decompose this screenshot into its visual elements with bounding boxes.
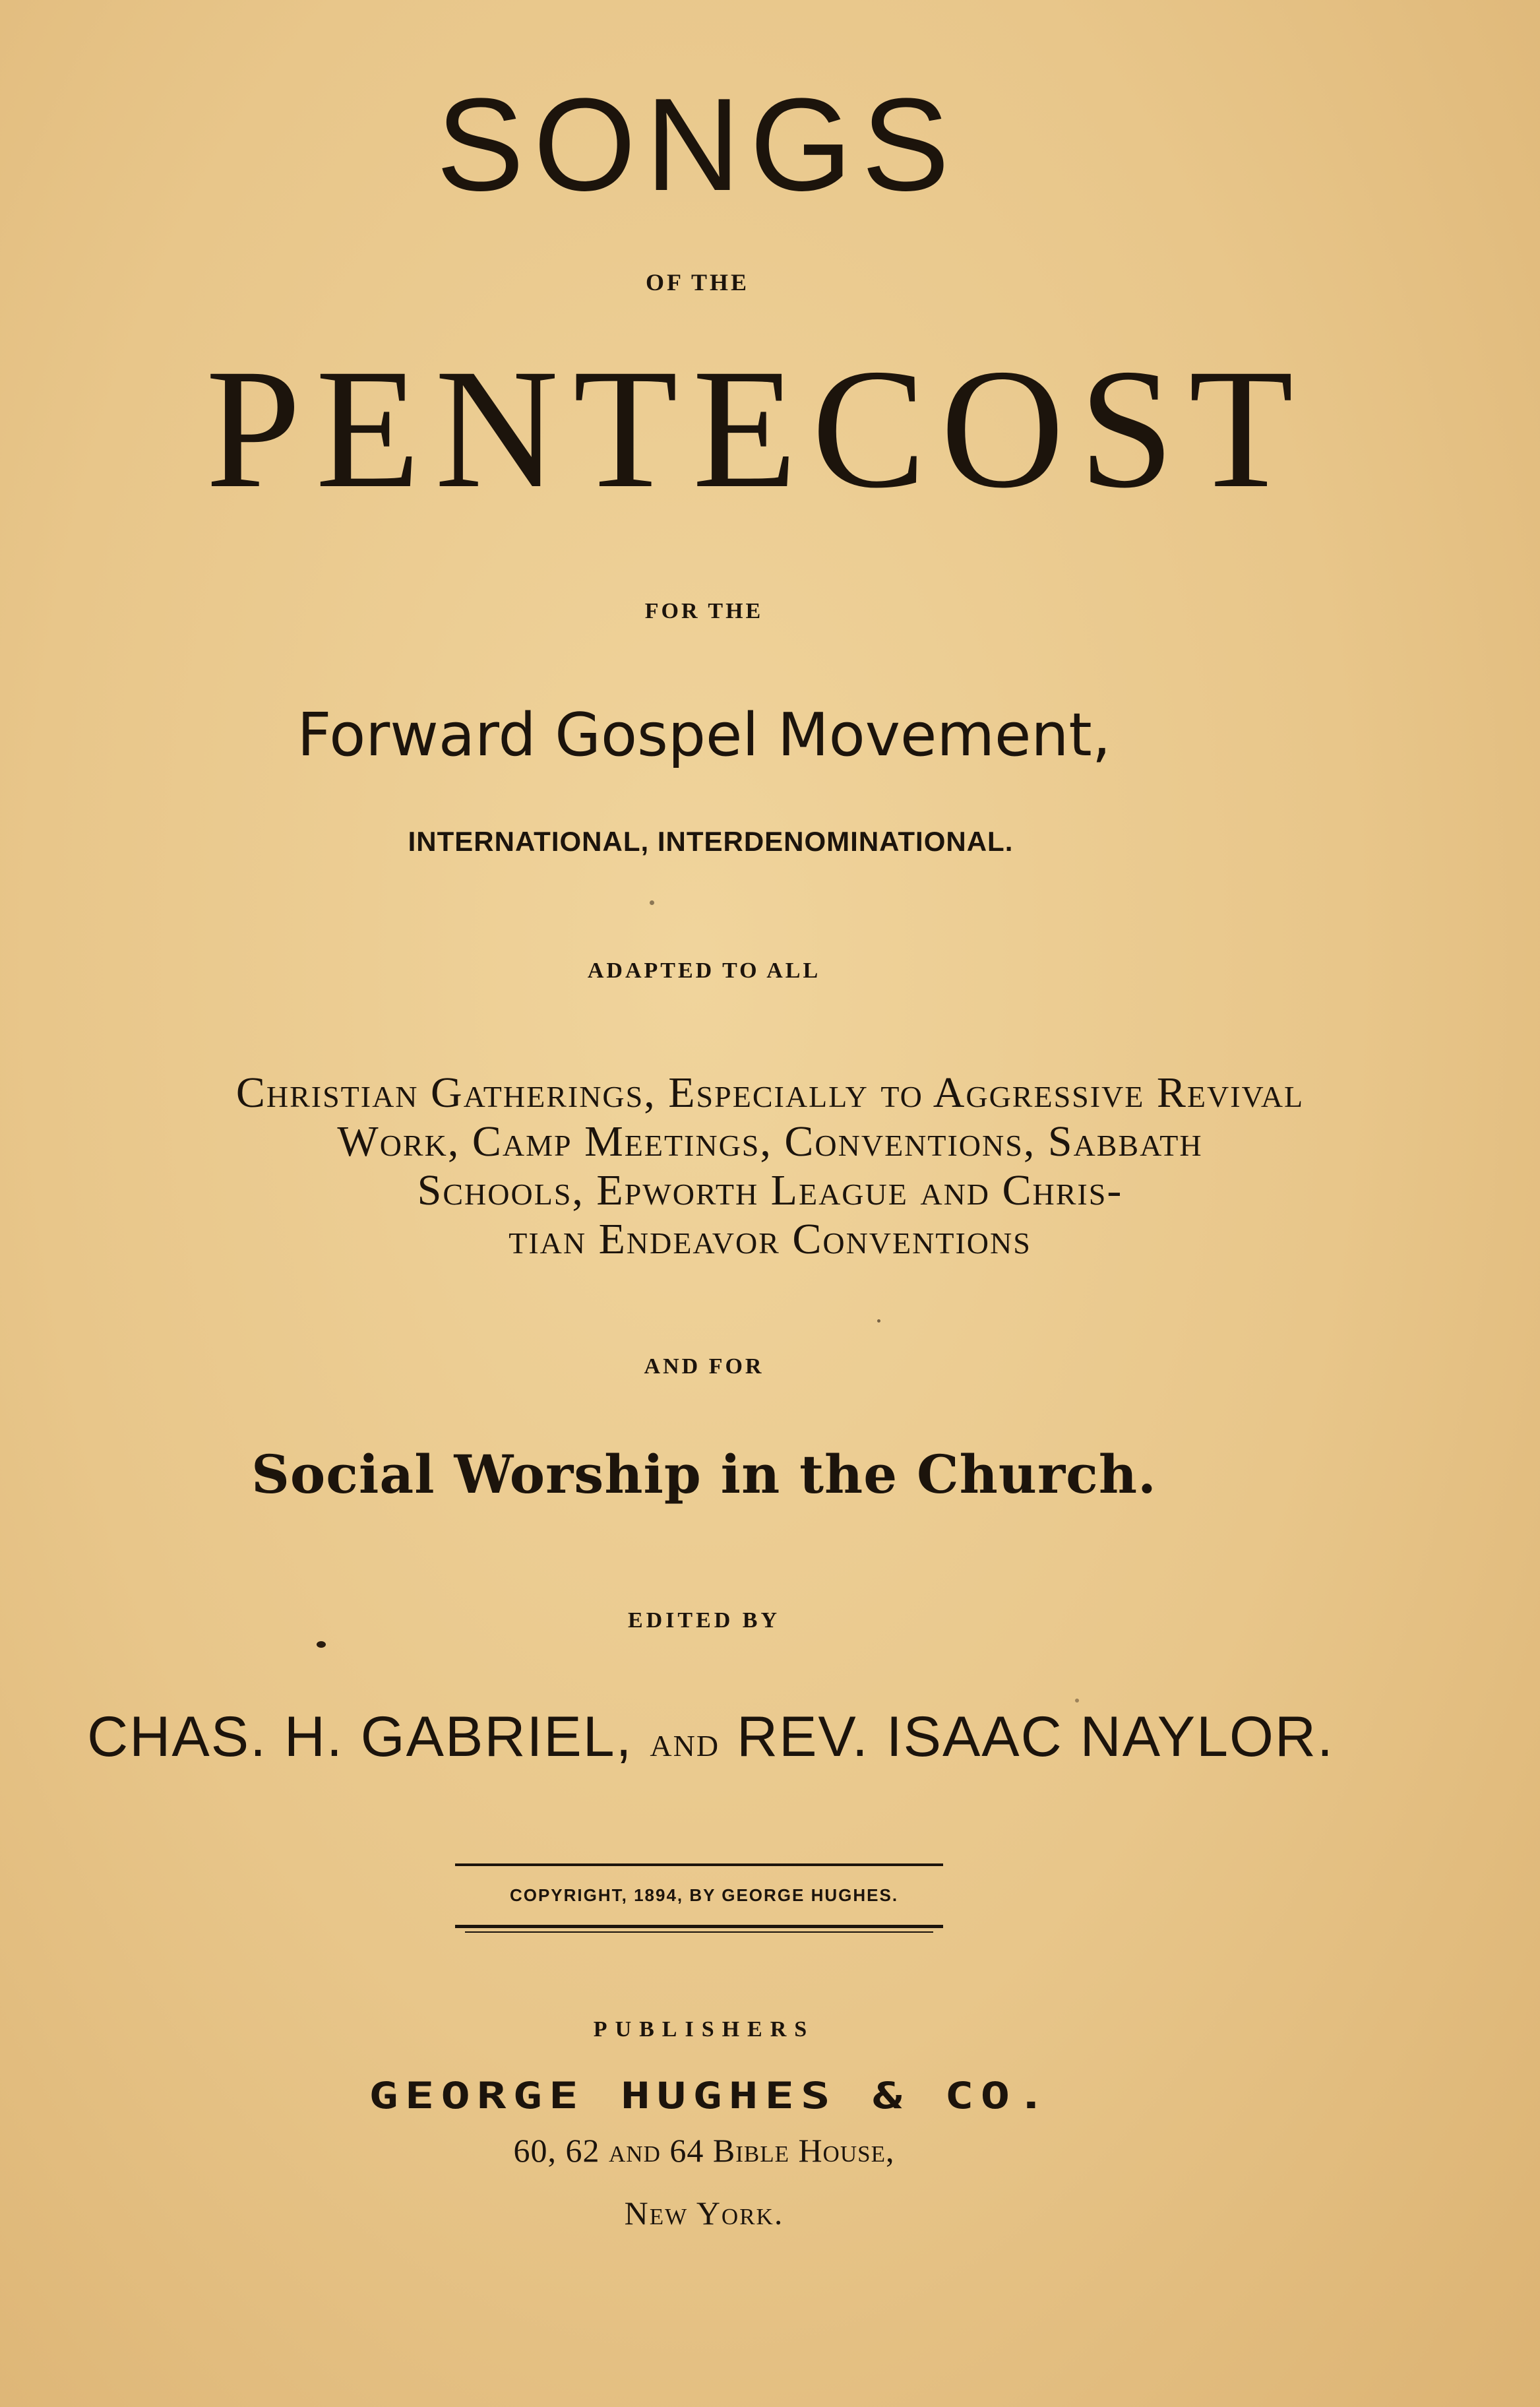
publisher-city: New York.	[624, 2195, 784, 2232]
copyright-rule-bottom	[455, 1925, 943, 1928]
description-line: Christian Gatherings, Especially to Aggressive Revival	[235, 1069, 1305, 1117]
scope-line: INTERNATIONAL, INTERDENOMINATIONAL.	[408, 826, 1014, 857]
editor-naylor: REV. ISAAC NAYLOR.	[736, 1705, 1334, 1768]
copyright-rule-bottom-thin	[465, 1931, 933, 1933]
description-line: tian Endeavor Conventions	[508, 1215, 1032, 1263]
description-line: Work, Camp Meetings, Conventions, Sabbath	[337, 1117, 1203, 1166]
for-the-label: FOR THE	[644, 599, 764, 623]
editors-line	[0, 1705, 1481, 1768]
description-line: Schools, Epworth League and Chris-	[417, 1166, 1123, 1214]
publishers-label: PUBLISHERS	[593, 2017, 815, 2042]
title-pentecost: PENTECOST	[205, 334, 1309, 524]
editor-conjunction: and	[650, 1718, 720, 1766]
edited-by-label: EDITED BY	[627, 1608, 781, 1633]
copyright-rule-top	[455, 1863, 943, 1866]
movement-title: Forward Gospel Movement,	[297, 701, 1111, 770]
paper-speck	[317, 1641, 326, 1648]
worship-line: Social Worship in the Church.	[251, 1443, 1157, 1505]
paper-speck	[650, 900, 654, 905]
paper-speck	[877, 1319, 880, 1323]
copyright-notice: COPYRIGHT, 1894, BY GEORGE HUGHES.	[509, 1885, 899, 1905]
adapted-label: ADAPTED TO ALL	[587, 958, 821, 983]
and-for-label: AND FOR	[644, 1354, 764, 1379]
gatherings-description	[0, 1069, 1540, 1264]
title-of-the: OF THE	[645, 269, 750, 296]
publisher-name: GEORGE HUGHES & CO.	[369, 2074, 1053, 2117]
paper-speck	[1075, 1699, 1079, 1703]
title-songs: SONGS	[436, 71, 959, 218]
publisher-address: 60, 62 and 64 Bible House,	[513, 2132, 895, 2169]
editor-gabriel: CHAS. H. GABRIEL,	[87, 1705, 633, 1768]
